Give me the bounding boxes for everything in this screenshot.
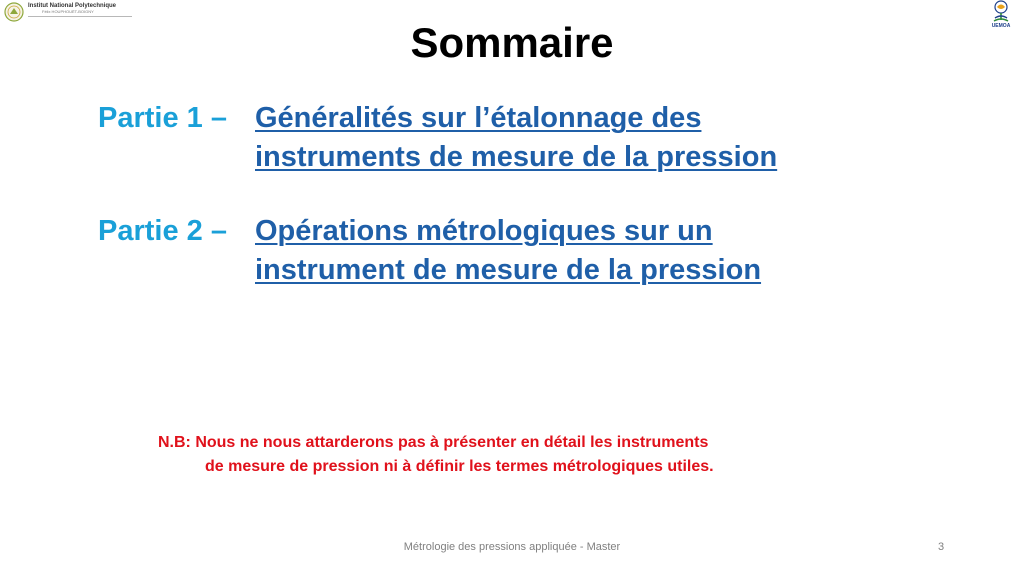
part-2 [98,212,761,290]
part-1-line-2: instruments de mesure de la pression [255,141,778,173]
part-1-label: Partie 1 – [98,102,236,134]
part-1-link[interactable] [255,99,777,177]
part-1 [98,99,777,177]
footer-text: Métrologie des pressions appliquée - Master [403,541,621,553]
institution-name: Institut National Polytechnique [28,3,117,9]
part-2-label: Partie 2 – [98,215,236,247]
institution-subtitle: Félix HOUPHOUËT-BOIGNY [42,9,94,14]
note-line-2: de mesure de pression ni à définir les termes métrologiques utiles. [205,458,714,475]
org-name: UEMOA [991,23,1011,29]
note-line-1: N.B: Nous ne nous attarderons pas à présenter en détail les instruments [158,434,709,451]
page-number: 3 [938,541,945,553]
slide-title: Sommaire [410,19,614,66]
part-2-link[interactable] [255,212,761,290]
part-2-line-2: instrument de mesure de la pression [255,254,762,286]
part-2-line-1: Opérations métrologiques sur un [255,215,713,247]
part-1-line-1: Généralités sur l’étalonnage des [255,102,702,134]
note-block [158,431,714,479]
